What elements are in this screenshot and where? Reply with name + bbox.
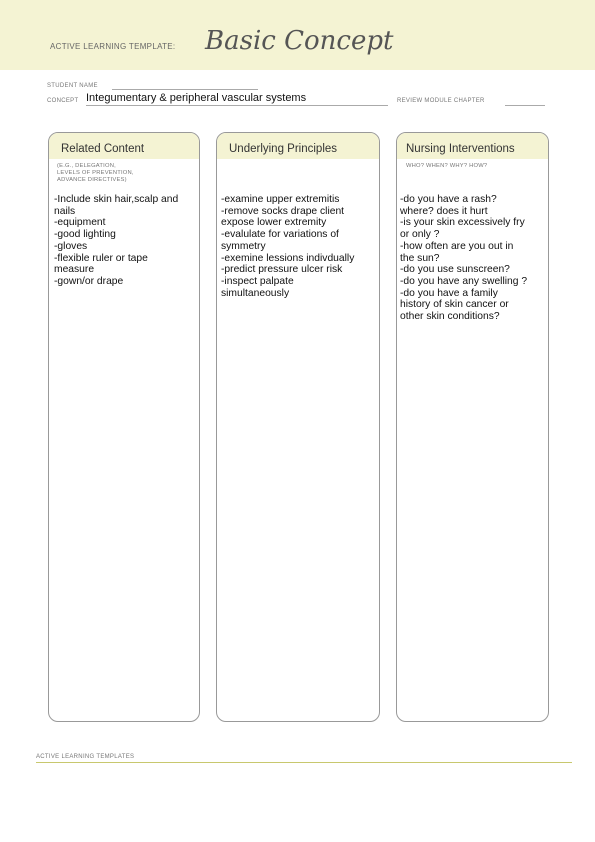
column-note-line: LEVELS OF PREVENTION, [57, 170, 134, 176]
nursing-interventions-column [396, 132, 549, 722]
column-note-line: WHO? WHEN? WHY? HOW? [406, 163, 488, 169]
student-name-label: STUDENT NAME [47, 83, 98, 89]
text-line: -flexible ruler or tape [54, 252, 148, 264]
underlying-principles-column [216, 132, 380, 722]
text-line: nails [54, 205, 76, 217]
concept-underline [86, 105, 388, 106]
text-line: -inspect palpate [221, 275, 294, 287]
text-line: -exemine lessions indivdually [221, 252, 355, 264]
student-name-field[interactable] [112, 89, 258, 90]
text-line: -evalulate for variations of [221, 229, 339, 241]
text-line: -examine upper extremitis [221, 194, 340, 205]
footer-label: ACTIVE LEARNING TEMPLATES [36, 754, 135, 760]
text-line: -remove socks drape client [221, 205, 345, 217]
text-line: -gloves [54, 240, 88, 252]
column-title: Related Content [61, 143, 145, 155]
text-line: -good lighting [54, 229, 116, 241]
column-note [57, 163, 134, 184]
text-line: expose lower extremity [221, 217, 327, 229]
text-line: measure [54, 264, 95, 276]
text-line: -do you have a rash? [400, 194, 497, 205]
text-line: -do you have a family [400, 287, 498, 299]
related-content-column [48, 132, 200, 722]
text-line: other skin conditions? [400, 311, 500, 323]
column-text-area[interactable] [54, 194, 178, 288]
text-line: -do you use sunscreen? [400, 264, 510, 276]
text-line: -gown/or drape [54, 275, 124, 287]
text-line: -is your skin excessively fry [400, 217, 525, 229]
text-line: -do you have any swelling ? [400, 275, 528, 287]
text-line: -Include skin hair,scalp and [54, 194, 179, 205]
concept-field[interactable]: Integumentary & peripheral vascular systems [86, 92, 307, 104]
text-line: simultaneously [221, 287, 290, 299]
concept-label: CONCEPT [47, 98, 79, 104]
footer-divider [36, 762, 572, 763]
header-banner [0, 0, 595, 70]
page-title: Basic Concept [205, 26, 394, 56]
review-module-label: REVIEW MODULE CHAPTER [397, 98, 485, 104]
text-line: or only ? [400, 229, 440, 241]
text-line: -how often are you out in [400, 240, 514, 252]
column-note-line: (E.G., DELEGATION, [57, 163, 116, 169]
text-line: symmetry [221, 240, 266, 252]
column-note-line: ADVANCE DIRECTIVES) [57, 177, 127, 183]
text-line: the sun? [400, 252, 440, 264]
text-line: history of skin cancer or [400, 299, 509, 311]
column-text-area[interactable] [400, 194, 527, 323]
template-label: ACTIVE LEARNING TEMPLATE: [50, 42, 176, 51]
column-title: Nursing Interventions [406, 143, 515, 155]
column-note [406, 163, 487, 170]
column-text-area[interactable] [221, 194, 354, 299]
review-module-field[interactable] [505, 105, 545, 106]
column-title: Underlying Principles [229, 143, 338, 155]
text-line: where? does it hurt [400, 205, 488, 217]
text-line: -predict pressure ulcer risk [221, 264, 343, 276]
text-line: -equipment [54, 217, 106, 229]
